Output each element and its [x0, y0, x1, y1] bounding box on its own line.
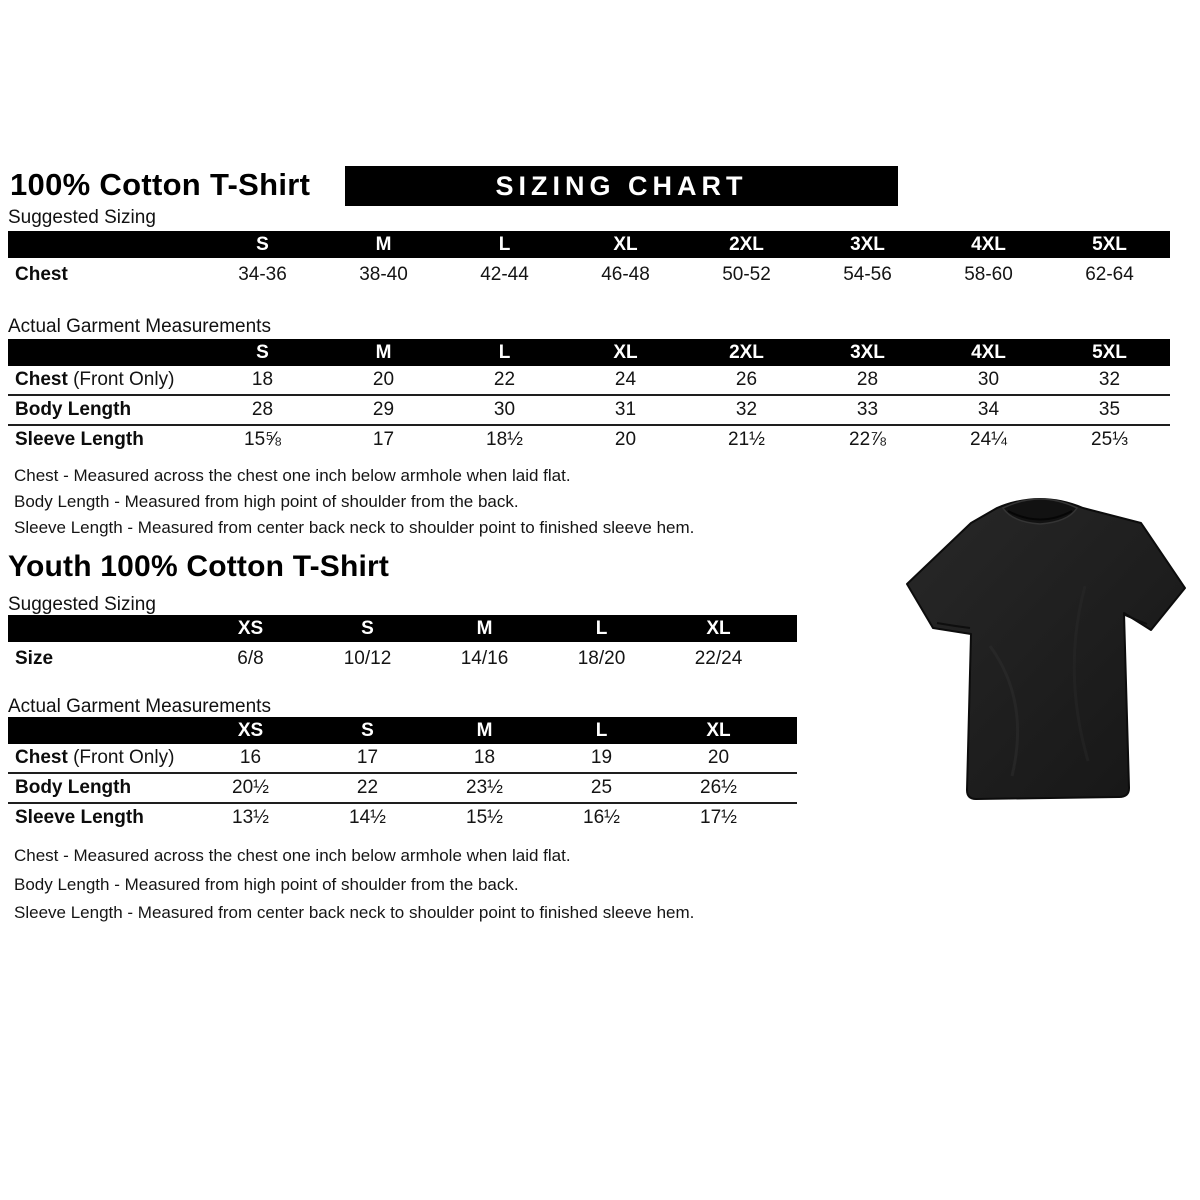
measurement-cell: 15⅝ — [202, 425, 323, 454]
measurement-cell: 23½ — [426, 773, 543, 803]
measurement-cell: 58-60 — [964, 264, 1013, 285]
row-label: Chest — [15, 264, 68, 285]
size-column-header: XS — [192, 717, 309, 744]
spacer-cell — [777, 773, 797, 803]
measurement-cell: 18½ — [444, 425, 565, 454]
measurement-cell: 42-44 — [480, 264, 529, 285]
adult-actual-measurements-label: Actual Garment Measurements — [8, 316, 271, 337]
table-row — [8, 258, 1170, 292]
size-column-header: XL — [565, 339, 686, 366]
measurement-cell: 24¼ — [928, 425, 1049, 454]
label-column-header — [8, 339, 202, 366]
table-row — [8, 366, 1170, 395]
measurement-cell: 13½ — [192, 803, 309, 832]
spacer-header — [777, 717, 797, 744]
sizing-chart-banner-text: SIZING CHART — [495, 170, 748, 201]
measurement-cell: 16½ — [543, 803, 660, 832]
size-column-header: S — [202, 339, 323, 366]
size-column-header: 5XL — [1049, 339, 1170, 366]
table-row — [8, 642, 797, 676]
size-column-header: L — [444, 231, 565, 258]
youth-measurement-notes — [14, 842, 694, 928]
measurement-cell: 20 — [707, 747, 730, 768]
measurement-cell: 20 — [372, 369, 395, 390]
spacer-cell — [777, 744, 797, 773]
size-column-header: 2XL — [686, 231, 807, 258]
measurement-cell: 54-56 — [843, 264, 892, 285]
measurement-cell: 26½ — [660, 773, 777, 803]
measurement-cell: 32 — [686, 395, 807, 425]
youth-section-title: Youth 100% Cotton T-Shirt — [8, 550, 390, 583]
size-column-header: L — [543, 615, 660, 642]
row-label: Chest (Front Only) — [15, 369, 175, 390]
measurement-cell: 28 — [202, 395, 323, 425]
row-label: Sleeve Length — [8, 425, 202, 454]
table-row — [8, 425, 1170, 454]
size-column-header: 2XL — [686, 339, 807, 366]
measurement-cell: 25 — [543, 773, 660, 803]
size-column-header: 4XL — [928, 339, 1049, 366]
size-column-header: L — [444, 339, 565, 366]
size-column-header: XL — [660, 717, 777, 744]
measurement-cell: 62-64 — [1085, 264, 1134, 285]
sizing-chart-banner — [345, 166, 898, 206]
measurement-cell: 17 — [323, 425, 444, 454]
measurement-cell: 18/20 — [577, 648, 626, 669]
table-row — [8, 744, 797, 773]
measurement-cell: 21½ — [686, 425, 807, 454]
measurement-cell: 25⅓ — [1049, 425, 1170, 454]
youth-suggested-sizing-label: Suggested Sizing — [8, 594, 156, 615]
size-column-header: XL — [660, 615, 777, 642]
spacer-cell — [777, 803, 797, 832]
measurement-cell: 18 — [473, 747, 496, 768]
note-line: Sleeve Length - Measured from center back neck to shoulder point to finished sleeve hem. — [14, 518, 695, 537]
measurement-cell: 22 — [309, 773, 426, 803]
tshirt-product-photo — [890, 476, 1190, 822]
measurement-cell: 14½ — [309, 803, 426, 832]
size-column-header: S — [309, 717, 426, 744]
size-column-header: XS — [192, 615, 309, 642]
measurement-cell: 17 — [356, 747, 379, 768]
note-line: Body Length - Measured from high point of shoulder from the back. — [14, 874, 519, 894]
measurement-cell: 16 — [239, 747, 262, 768]
adult-suggested-sizing-table — [8, 231, 1170, 292]
note-line: Sleeve Length - Measured from center back neck to shoulder point to finished sleeve hem. — [14, 903, 695, 922]
measurement-cell: 35 — [1049, 395, 1170, 425]
measurement-cell: 34 — [928, 395, 1049, 425]
measurement-cell: 18 — [251, 369, 274, 390]
size-column-header: M — [323, 339, 444, 366]
size-column-header: XL — [565, 231, 686, 258]
measurement-cell: 6/8 — [237, 648, 264, 669]
label-column-header — [8, 717, 192, 744]
table-row — [8, 395, 1170, 425]
size-column-header: S — [309, 615, 426, 642]
spacer-header — [777, 615, 797, 642]
youth-suggested-sizing-table — [8, 615, 797, 676]
measurement-cell: 34-36 — [238, 264, 287, 285]
note-line: Chest - Measured across the chest one inch below armhole when laid flat. — [14, 466, 571, 485]
measurement-cell: 31 — [565, 395, 686, 425]
adult-measurement-notes — [14, 463, 694, 541]
measurement-cell: 38-40 — [359, 264, 408, 285]
tshirt-body — [907, 499, 1185, 799]
size-column-header: M — [426, 615, 543, 642]
measurement-cell: 22 — [493, 369, 516, 390]
measurement-cell: 14/16 — [460, 648, 509, 669]
measurement-cell: 29 — [323, 395, 444, 425]
measurement-cell: 46-48 — [601, 264, 650, 285]
row-label: Size — [15, 648, 54, 669]
table-row — [8, 773, 797, 803]
measurement-cell: 20½ — [192, 773, 309, 803]
size-column-header: M — [323, 231, 444, 258]
note-line: Chest - Measured across the chest one inch below armhole when laid flat. — [14, 846, 571, 865]
table-row — [8, 803, 797, 832]
measurement-cell: 20 — [565, 425, 686, 454]
size-column-header: S — [202, 231, 323, 258]
measurement-cell: 10/12 — [343, 648, 392, 669]
youth-actual-measurements-table — [8, 717, 797, 832]
measurement-cell: 22/24 — [694, 648, 743, 669]
row-label: Chest (Front Only) — [15, 747, 175, 768]
size-column-header: 4XL — [928, 231, 1049, 258]
measurement-cell: 24 — [614, 369, 637, 390]
measurement-cell: 17½ — [660, 803, 777, 832]
measurement-cell: 30 — [977, 369, 1000, 390]
row-label: Body Length — [8, 773, 192, 803]
spacer-cell — [777, 642, 797, 676]
row-label: Sleeve Length — [8, 803, 192, 832]
adult-actual-measurements-table — [8, 339, 1170, 454]
label-column-header — [8, 615, 192, 642]
size-column-header: L — [543, 717, 660, 744]
size-column-header: 5XL — [1049, 231, 1170, 258]
size-column-header: 3XL — [807, 231, 928, 258]
page-title: 100% Cotton T-Shirt — [10, 167, 311, 202]
youth-actual-measurements-label: Actual Garment Measurements — [8, 696, 271, 717]
measurement-cell: 50-52 — [722, 264, 771, 285]
measurement-cell: 26 — [735, 369, 758, 390]
row-label: Body Length — [8, 395, 202, 425]
measurement-cell: 19 — [590, 747, 613, 768]
size-column-header: M — [426, 717, 543, 744]
size-column-header: 3XL — [807, 339, 928, 366]
label-column-header — [8, 231, 202, 258]
measurement-cell: 22⅞ — [807, 425, 928, 454]
measurement-cell: 28 — [856, 369, 879, 390]
measurement-cell: 15½ — [426, 803, 543, 832]
black-tshirt-image — [890, 476, 1190, 822]
note-line: Body Length - Measured from high point of shoulder from the back. — [14, 492, 519, 511]
measurement-cell: 32 — [1098, 369, 1121, 390]
adult-suggested-sizing-label: Suggested Sizing — [8, 207, 156, 228]
measurement-cell: 33 — [807, 395, 928, 425]
measurement-cell: 30 — [444, 395, 565, 425]
